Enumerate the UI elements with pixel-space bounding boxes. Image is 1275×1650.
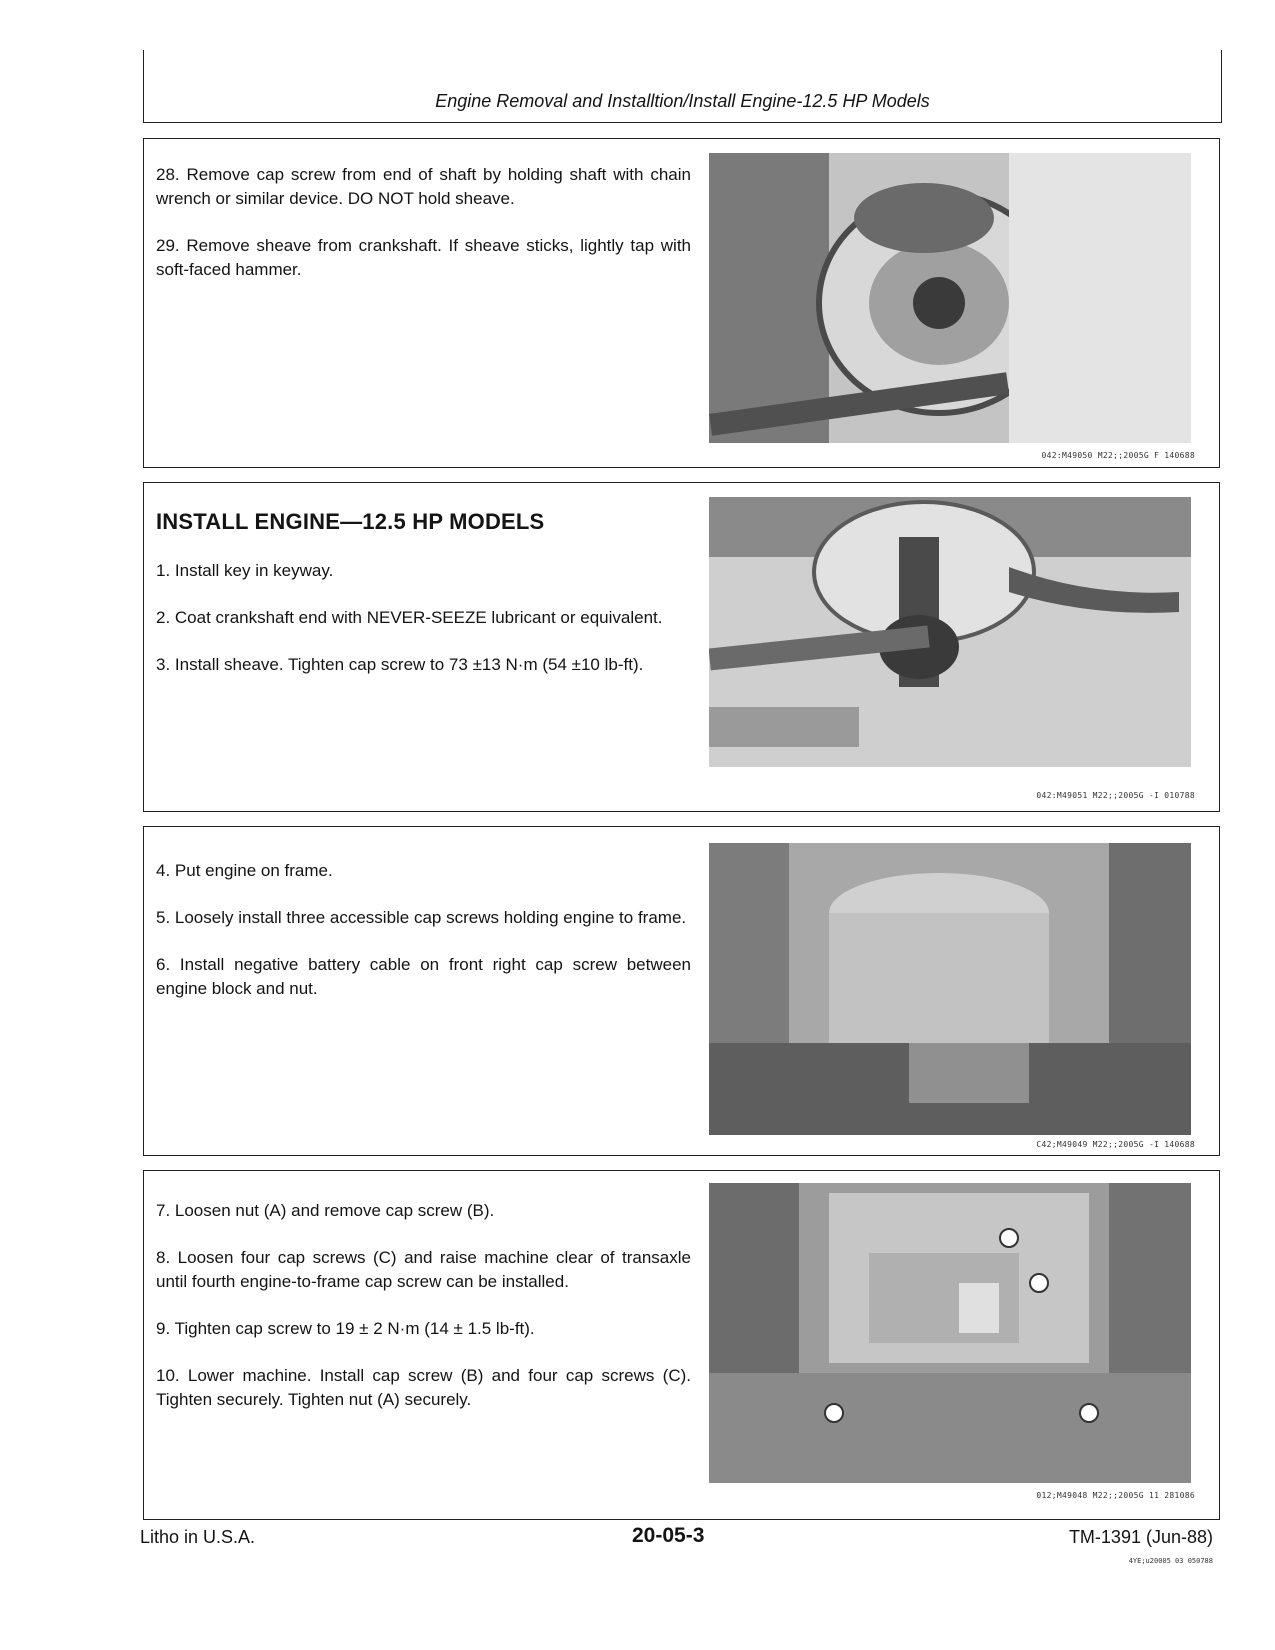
- footer-litho: Litho in U.S.A.: [140, 1527, 256, 1547]
- photo-caption: 012;M49048 M22;;2005G 11 281086: [1036, 1491, 1195, 1500]
- section-engine-on-frame: [143, 826, 1220, 1156]
- section-heading: INSTALL ENGINE—12.5 HP MODELS: [156, 509, 545, 534]
- step-6: 6. Install negative battery cable on front right cap screw between engine block and nut.: [156, 955, 691, 998]
- step-10: 10. Lower machine. Install cap screw (B) and four cap screws (C). Tighten securely. Tighten nut (A) securely.: [156, 1366, 691, 1409]
- step-2: 2. Coat crankshaft end with NEVER-SEEZE lubricant or equivalent.: [156, 608, 663, 627]
- document-number: TM-1391 (Jun-88): [1068, 1527, 1213, 1547]
- step-3: 3. Install sheave. Tighten cap screw to 73 ±13 N·m (54 ±10 lb-ft).: [156, 655, 644, 674]
- engine-on-frame-photo: [709, 843, 1191, 1135]
- transaxle-photo: [709, 1183, 1191, 1483]
- page-header: [143, 50, 1222, 123]
- page-title: Engine Removal and Installtion/Install Engine-12.5 HP Models: [435, 91, 930, 111]
- section-install-engine: [143, 482, 1220, 812]
- step-5: 5. Loosely install three accessible cap screws holding engine to frame.: [156, 908, 687, 927]
- sheave-install-photo: [709, 497, 1191, 767]
- photo-caption: 042:M49050 M22;;2005G F 140688: [1041, 451, 1195, 460]
- step-list: [156, 509, 691, 700]
- step-28: 28. Remove cap screw from end of shaft by holding shaft with chain wrench or similar device. DO NOT hold sheave.: [156, 165, 691, 208]
- photo-caption: 042:M49051 M22;;2005G -I 010788: [1036, 791, 1195, 800]
- step-list: [156, 1199, 691, 1435]
- step-list: [156, 163, 691, 305]
- step-8: 8. Loosen four cap screws (C) and raise machine clear of transaxle until fourth engine-to-frame cap screw can be installed.: [156, 1248, 691, 1291]
- step-1: 1. Install key in keyway.: [156, 561, 334, 580]
- step-9: 9. Tighten cap screw to 19 ± 2 N·m (14 ± 1.5 lb-ft).: [156, 1319, 535, 1338]
- step-7: 7. Loosen nut (A) and remove cap screw (B).: [156, 1201, 495, 1220]
- step-list: [156, 859, 691, 1024]
- step-4: 4. Put engine on frame.: [156, 861, 333, 880]
- photo-caption: C42;M49049 M22;;2005G -I 140688: [1036, 1140, 1195, 1149]
- page-number: 20-05-3: [632, 1524, 705, 1547]
- section-tighten-screws: [143, 1170, 1220, 1520]
- footer-code: 4YE;u20005 03 050788: [1128, 1557, 1213, 1565]
- section-remove-sheave: [143, 138, 1220, 468]
- step-29: 29. Remove sheave from crankshaft. If sheave sticks, lightly tap with soft-faced hammer.: [156, 236, 691, 279]
- sheave-removal-photo: [709, 153, 1191, 443]
